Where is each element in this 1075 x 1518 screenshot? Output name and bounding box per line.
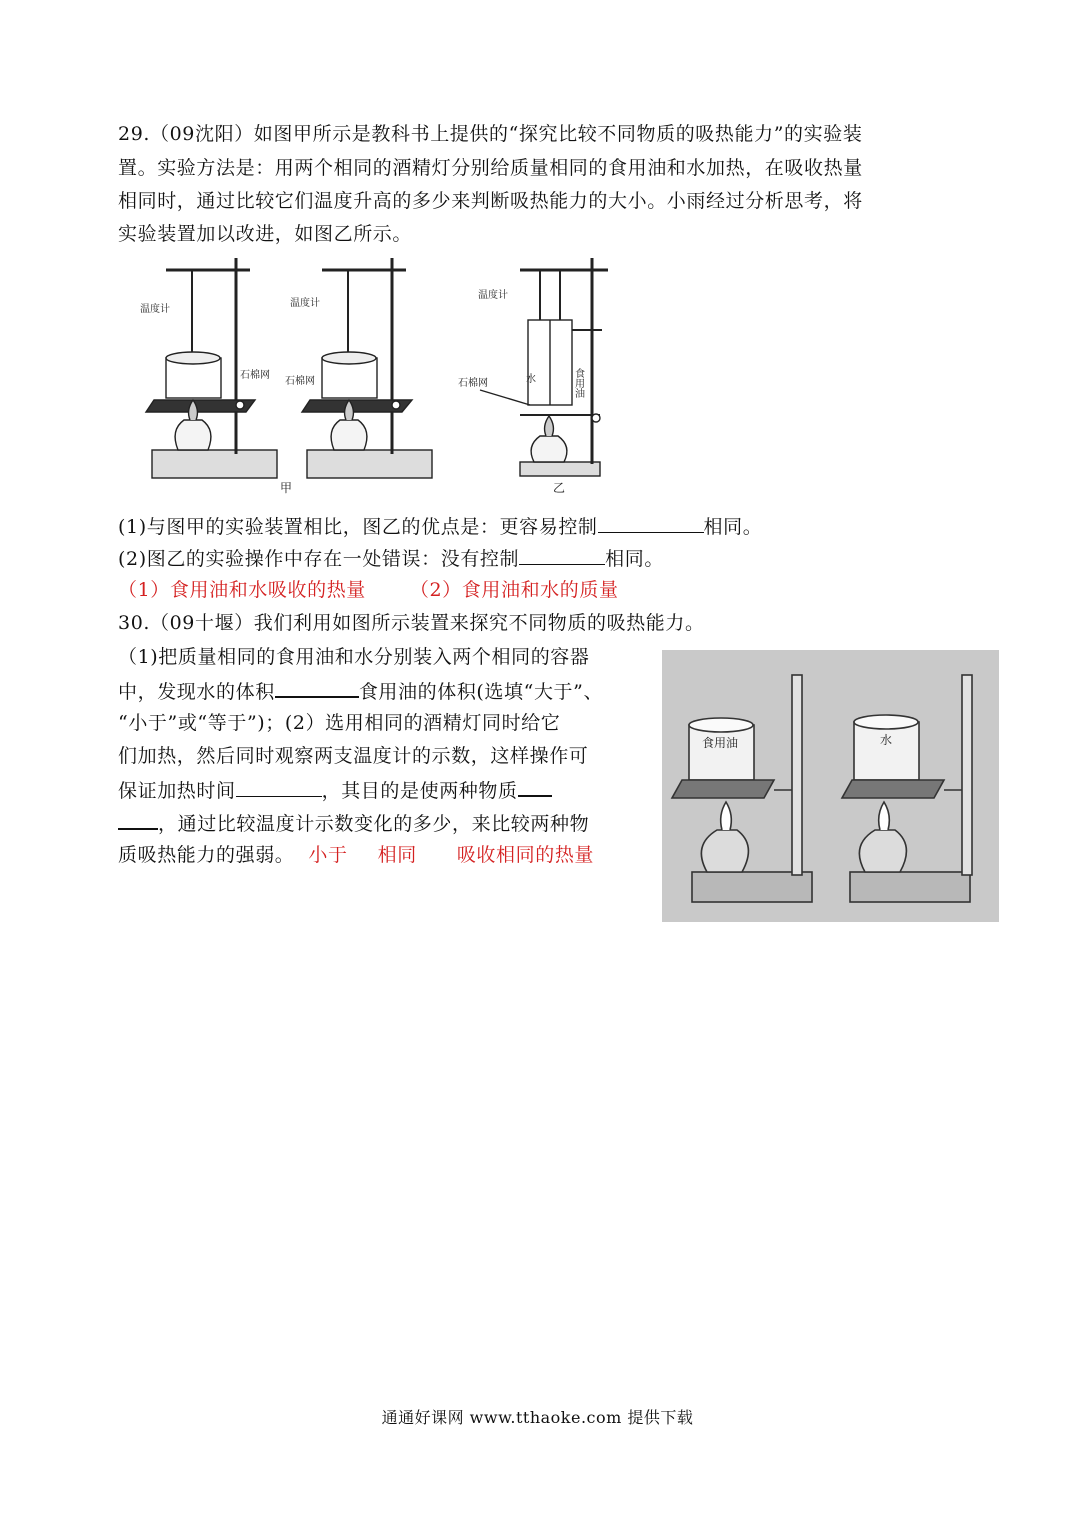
q30-line-7 <box>118 841 594 869</box>
q29-subquestion-2 <box>118 544 664 573</box>
q29-answers <box>118 576 619 604</box>
q30-blank-time[interactable] <box>236 776 322 797</box>
q30-line-4: 们加热，然后同时观察两支温度计的示数，这样操作可 <box>118 745 589 767</box>
fig-label-oil: 食用油 <box>572 368 584 398</box>
photo-label-oil: 食用油 <box>702 736 739 750</box>
q30-line-3: “小于”或“等于”)；(2）选用相同的酒精灯同时给它 <box>118 712 561 734</box>
fig-label-jia: 甲 <box>280 481 293 495</box>
q29-line-3: 相同时，通过比较它们温度升高的多少来判断吸热能力的大小。小雨经过分析思考，将 <box>118 190 863 212</box>
q30-line-6 <box>118 808 589 838</box>
q30-l5b: ，其目的是使两种物质 <box>321 780 518 802</box>
photo-label-water: 水 <box>880 733 893 747</box>
q30-l6: ，通过比较温度计示数变化的多少，来比较两种物 <box>158 813 590 835</box>
q30-apparatus-photo <box>662 650 999 922</box>
fig-label-asbestos-2: 石棉网 <box>285 376 315 387</box>
q29-sub2-blank[interactable] <box>519 544 605 565</box>
q30-blank-purpose[interactable] <box>518 775 552 797</box>
q29-answer-1: （1）食用油和水吸收的热量 <box>118 579 366 601</box>
q29-line-1: 29.（09沈阳）如图甲所示是教科书上提供的“探究比较不同物质的吸热能力”的实验装 <box>118 123 863 145</box>
q30-l7: 质吸热能力的强弱。 <box>118 844 295 866</box>
q30-l5a: 保证加热时间 <box>118 780 236 802</box>
q29-answer-2: （2）食用油和水的质量 <box>409 579 619 601</box>
q30-title: 30.（09十堰）我们利用如图所示装置来探究不同物质的吸热能力。 <box>118 612 705 634</box>
q29-subquestion-1 <box>118 512 762 541</box>
q29-line-2: 置。实验方法是：用两个相同的酒精灯分别给质量相同的食用油和水加热，在吸收热量 <box>118 157 863 179</box>
q30-answer-1: 小于 <box>308 844 348 866</box>
page-footer: 通通好课网 www.tthaoke.com 提供下载 <box>381 1408 694 1427</box>
q30-l2a: 中，发现水的体积 <box>118 681 275 703</box>
q29-sub1-suffix: 相同。 <box>703 516 763 538</box>
fig-label-yi: 乙 <box>553 481 566 495</box>
q29-sub1-prefix: (1)与图甲的实验装置相比，图乙的优点是：更容易控制 <box>118 516 598 538</box>
q29-line-4: 实验装置加以改进，如图乙所示。 <box>118 223 413 245</box>
q30-line-1: （1)把质量相同的食用油和水分别装入两个相同的容器 <box>118 646 590 668</box>
q30-answer-2: 相同 <box>377 844 417 866</box>
q29-sub2-prefix: (2)图乙的实验操作中存在一处错误：没有控制 <box>118 548 520 570</box>
fig-label-thermometer-2: 温度计 <box>290 298 320 309</box>
q30-line-2 <box>118 676 603 706</box>
q29-sub1-blank[interactable] <box>598 512 704 533</box>
q30-l2b: 食用油的体积(选填“大于”、 <box>358 681 604 703</box>
fig-label-thermometer-1: 温度计 <box>140 304 170 315</box>
q30-line-5 <box>118 775 552 805</box>
fig-label-asbestos-3: 石棉网 <box>458 378 488 389</box>
fig-label-thermometer-3: 温度计 <box>478 290 508 301</box>
q29-apparatus-figure <box>140 250 620 500</box>
fig-label-water: 水 <box>526 374 536 385</box>
q30-blank-purpose-cont[interactable] <box>118 808 158 830</box>
q30-blank-volume[interactable] <box>275 676 359 698</box>
q29-sub2-suffix: 相同。 <box>605 548 664 570</box>
q30-answer-3: 吸收相同的热量 <box>456 844 595 866</box>
fig-label-asbestos-1: 石棉网 <box>240 370 270 381</box>
